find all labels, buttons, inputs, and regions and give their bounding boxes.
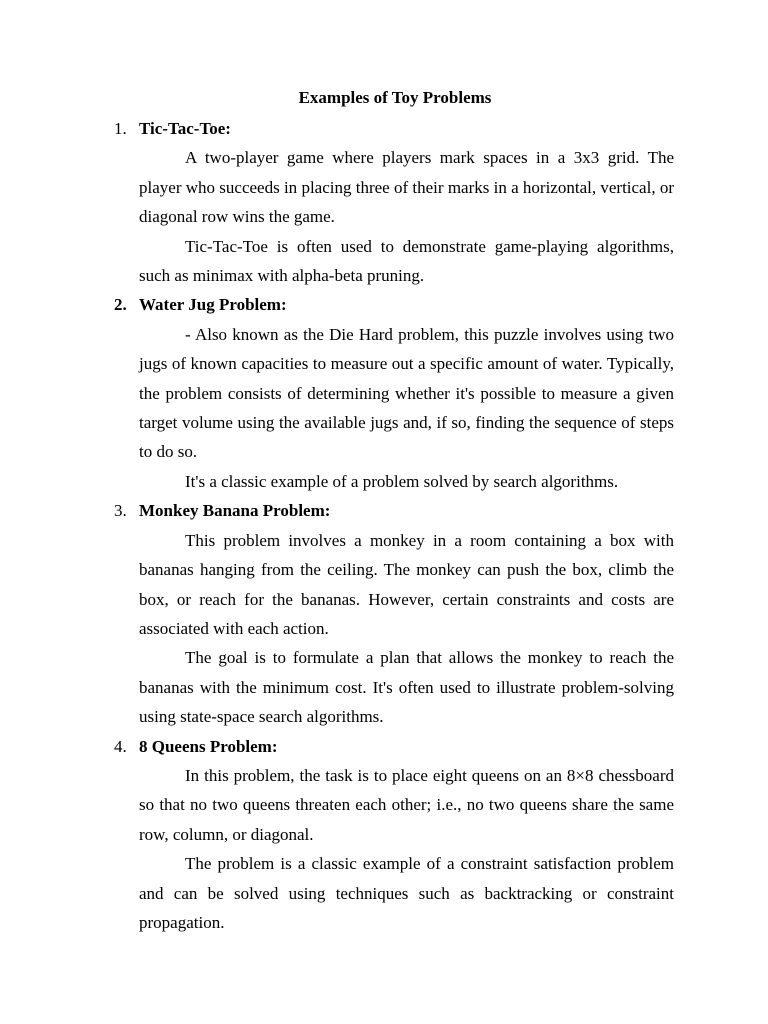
item-heading: Tic-Tac-Toe:: [139, 119, 231, 138]
item-paragraph: Tic-Tac-Toe is often used to demonstrate game-playing algorithms, such as minimax with alpha-beta pruning.: [139, 236, 674, 286]
item-paragraph: The problem is a classic example of a constraint satisfaction problem and can be solved using techniques such as backtracking or constraint propagation.: [139, 854, 674, 932]
item-number: 3.: [114, 501, 127, 521]
item-heading: Water Jug Problem:: [139, 295, 287, 315]
item-number: 1.: [114, 119, 127, 138]
item-heading: Monkey Banana Problem:: [139, 501, 331, 521]
document-body: [114, 114, 674, 937]
item-number: 4.: [114, 736, 127, 756]
item-number: 2.: [114, 295, 127, 315]
item-paragraph: This problem involves a monkey in a room containing a box with bananas hanging from the ceiling. The monkey can push the box, climb the box, or reach for the bananas. However, certain constraints and costs are associated with each action.: [139, 530, 674, 638]
item-paragraph: - Also known as the Die Hard problem, this puzzle involves using two jugs of known capacities to measure out a specific amount of water. Typically, the problem consists of determining whether it's possible to measure a given target volume using the available jugs and, if so, finding the sequence of steps to do so.: [139, 324, 674, 462]
document-title: Examples of Toy Problems: [298, 88, 492, 107]
list-item-8-queens: [114, 732, 674, 938]
item-paragraph: The goal is to formulate a plan that allows the monkey to reach the bananas with the minimum cost. It's often used to illustrate problem-solving using state-space search algorithms.: [139, 648, 674, 727]
item-paragraph: In this problem, the task is to place eight queens on an 8×8 chessboard so that no two queens threaten each other; i.e., no two queens share the same row, column, or diagonal.: [139, 765, 674, 844]
item-heading: 8 Queens Problem:: [139, 736, 278, 756]
item-paragraph: A two-player game where players mark spaces in a 3x3 grid. The player who succeeds in placing three of their marks in a horizontal, vertical, or diagonal row wins the game.: [139, 148, 674, 227]
item-paragraph: It's a classic example of a problem solved by search algorithms.: [185, 471, 619, 491]
list-item-monkey-banana: [114, 496, 674, 731]
list-item-water-jug: [114, 290, 674, 496]
list-item-tic-tac-toe: [114, 114, 674, 290]
